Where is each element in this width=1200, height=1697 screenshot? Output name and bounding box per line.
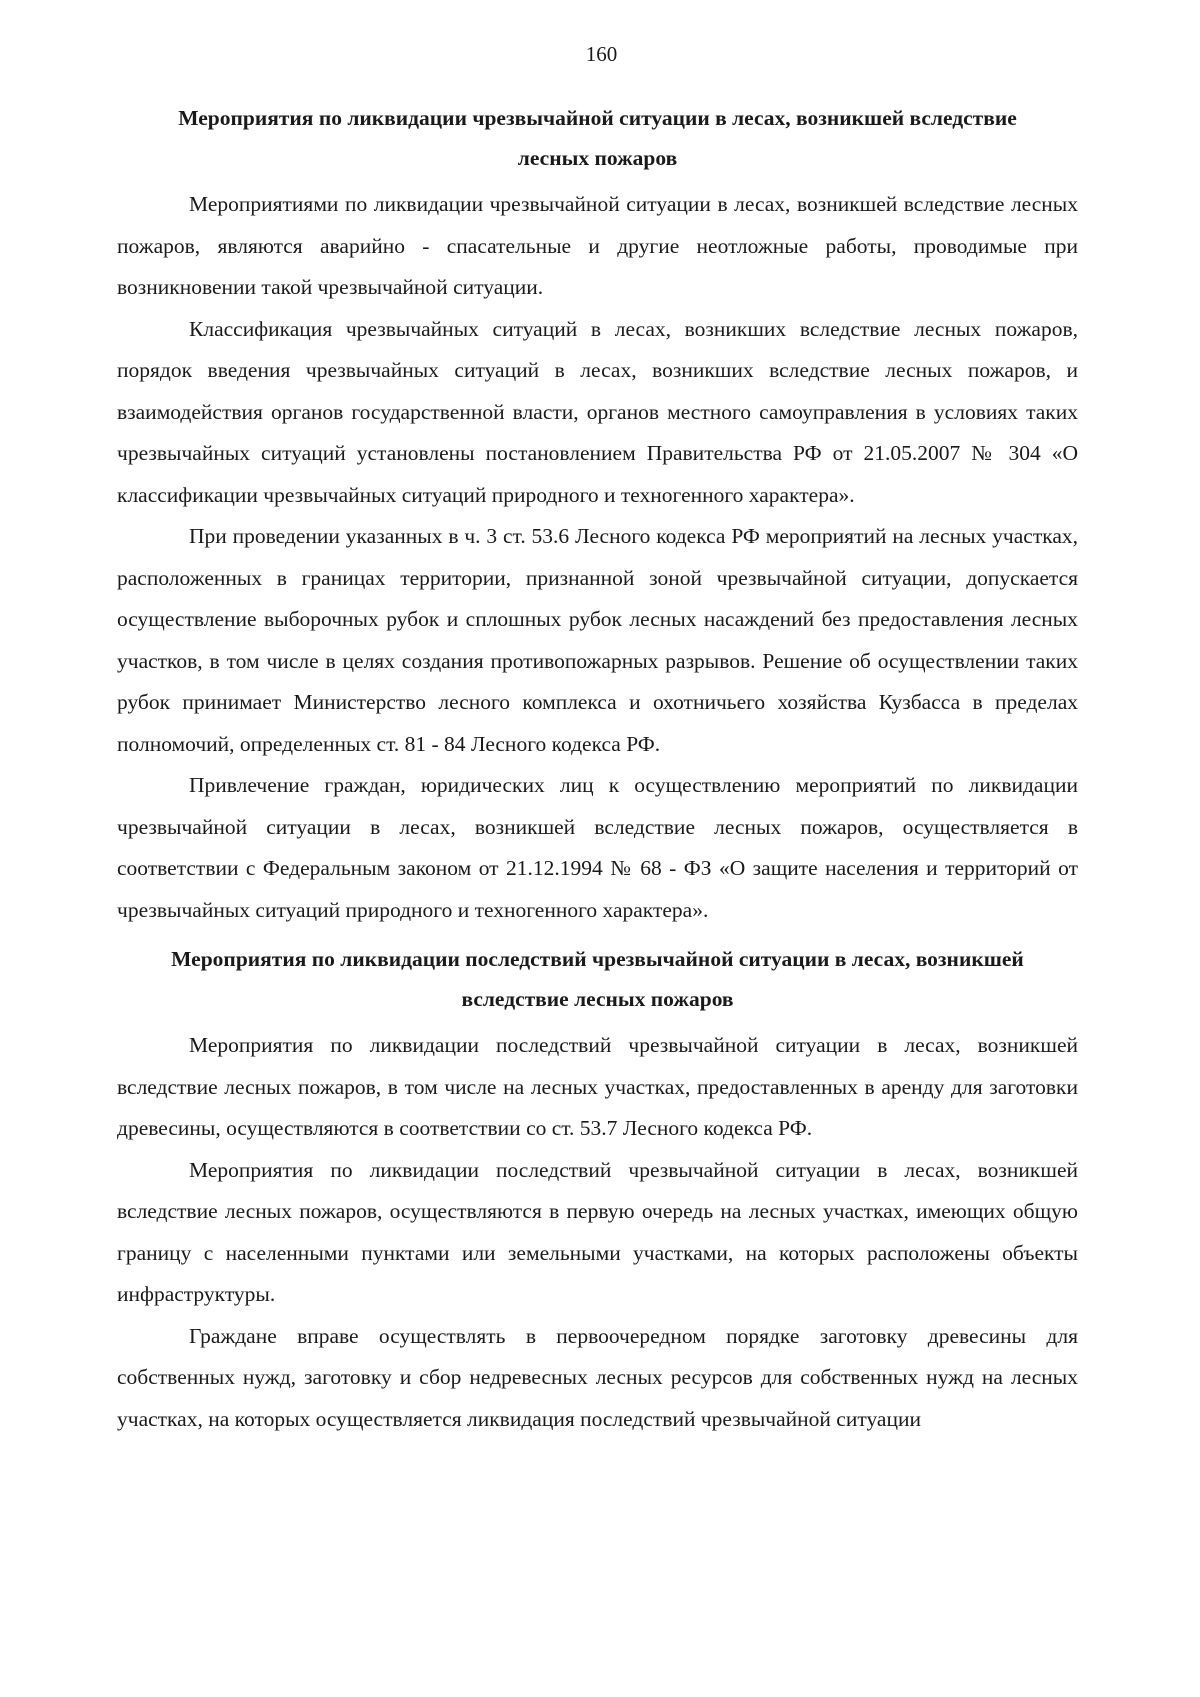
- paragraph: Граждане вправе осуществлять в первоочередном порядке заготовку древесины для собственных нужд, заготовку и сбор недревесных лесных ресурсов для собственных нужд на лесных участках, на которых осуществляется ликвидация последствий чрезвычайной ситуации: [117, 1323, 1078, 1431]
- paragraph: Мероприятия по ликвидации последствий чрезвычайной ситуации в лесах, возникшей вследствие лесных пожаров, в том числе на лесных участках, предоставленных в аренду для заготовки древесины, осуществляются в соответствии со ст. 53.7 Лесного кодекса РФ.: [117, 1033, 1078, 1140]
- section-consequences-liquidation: [117, 939, 1078, 1440]
- section-heading: Мероприятия по ликвидации последствий чрезвычайной ситуации в лесах, возникшей вследствие лесных пожаров: [171, 947, 1024, 1011]
- page-number: 160: [585, 42, 618, 66]
- paragraph: Привлечение граждан, юридических лиц к осуществлению мероприятий по ликвидации чрезвычайной ситуации в лесах, возникшей вследствие лесных пожаров, осуществляется в соответствии с Федеральным законом от 21.12.1994 № 68 - ФЗ «О защите населения и территорий от чрезвычайных ситуаций природного и техногенного характера».: [117, 773, 1078, 922]
- paragraph: Мероприятия по ликвидации последствий чрезвычайной ситуации в лесах, возникшей вследствие лесных пожаров, осуществляются в первую очередь на лесных участках, имеющих общую границу с населенными пунктами или земельными участками, на которых расположены объекты инфраструктуры.: [117, 1157, 1078, 1306]
- section-emergency-liquidation: [117, 98, 1078, 931]
- paragraph: Мероприятиями по ликвидации чрезвычайной ситуации в лесах, возникшей вследствие лесных пожаров, являются аварийно - спасательные и другие неотложные работы, проводимые при возникновении такой чрезвычайной ситуации.: [117, 192, 1078, 299]
- paragraph: Классификация чрезвычайных ситуаций в лесах, возникших вследствие лесных пожаров, порядок введения чрезвычайных ситуаций в лесах, возникших вследствие лесных пожаров, и взаимодействия органов государственной власти, органов местного самоуправления в условиях таких чрезвычайных ситуаций установлены постановлением Правительства РФ от 21.05.2007 № 304 «О классификации чрезвычайных ситуаций природного и техногенного характера».: [117, 316, 1078, 507]
- section-heading: Мероприятия по ликвидации чрезвычайной ситуации в лесах, возникшей вследствие лесных пожаров: [178, 106, 1017, 170]
- paragraph: При проведении указанных в ч. 3 ст. 53.6 Лесного кодекса РФ мероприятий на лесных участках, расположенных в границах территории, признанной зоной чрезвычайной ситуации, допускается осуществление выборочных рубок и сплошных рубок лесных насаждений без предоставления лесных участков, в том числе в целях создания противопожарных разрывов. Решение об осуществлении таких рубок принимает Министерство лесного комплекса и охотничьего хозяйства Кузбасса в пределах полномочий, определенных ст. 81 - 84 Лесного кодекса РФ.: [117, 524, 1078, 756]
